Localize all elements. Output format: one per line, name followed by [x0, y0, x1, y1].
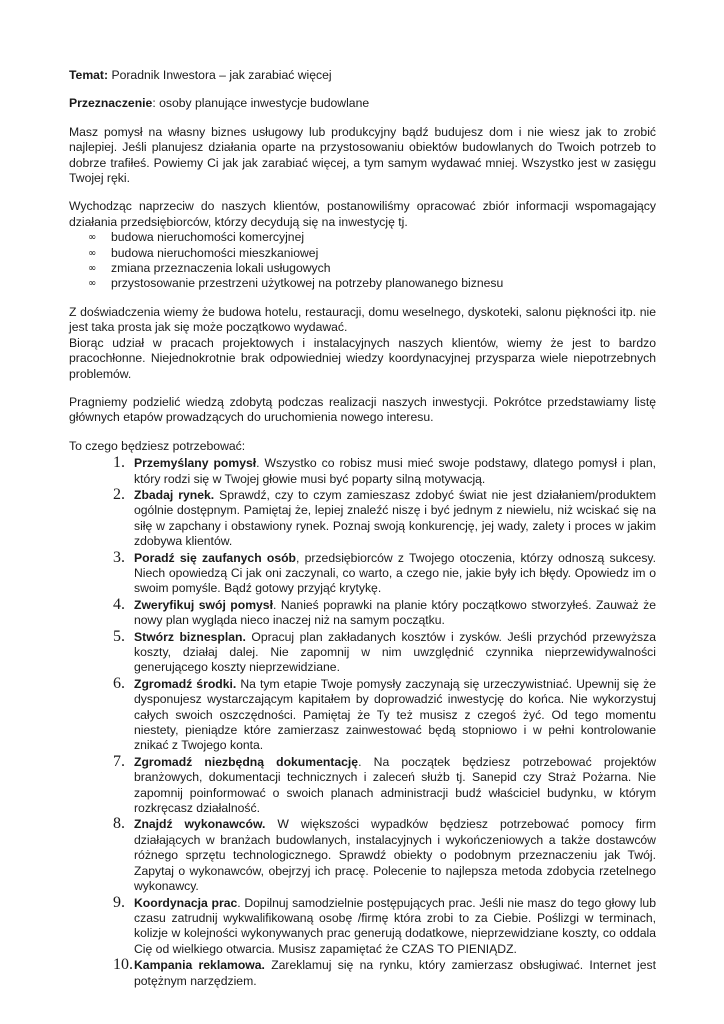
step-text: . Nanieś poprawki na planie który początkowo stworzyłeś. Zauważ że nowy plan wygląda nieco inaczej niż na samym początku.: [134, 597, 656, 628]
step-text: Sprawdź, czy to czym zamieszasz zdobyć świat nie jest działaniem/produktem ogólnie dostępnym. Pamiętaj że, lepiej znaleźć niszę i być jednym z niewielu, niż wciskać się na siłę w zapchany i obstawiony rynek. Poznaj swoją konkurencję, jej wady, zalety i proces w jakim zdobywa klientów.: [134, 487, 656, 549]
experience-paragraph-1: Z doświadczenia wiemy że budowa hotelu, restauracji, domu weselnego, dyskoteki, salonu piękności itp. nie jest taka prosta jak się może początkowo wydawać.: [69, 304, 656, 335]
infinity-bullet-icon: ∞: [88, 247, 97, 259]
experience-paragraph-2: Biorąc udział w pracach projektowych i instalacyjnych naszych klientów, wiemy że jest to bardzo pracochłonne. Niejednokrotnie brak odpowiedniej wiedzy koordynacyjnej przysparza wiele niepotrzebnych problemów.: [69, 335, 656, 381]
steps-list: [69, 456, 656, 989]
need-heading: To czego będziesz potrzebować:: [69, 438, 246, 453]
step-number: 2.: [113, 485, 125, 503]
list-item: [113, 456, 656, 487]
list-item: [113, 958, 656, 989]
step-number: 3.: [113, 548, 125, 566]
list-item: [113, 548, 657, 597]
list-item: [113, 595, 656, 629]
topic-line: [69, 68, 656, 83]
list-item: [113, 817, 656, 894]
step-number: 1.: [113, 454, 125, 472]
step-text: , przedsiębiorców z Twojego otoczenia, którzy odnoszą sukcesy. Niech opowiedzą Ci jak oni zaczynali, co warto, a czego nie, jakie były ich błędy. Opowiedz im o swoim pomyśle. Bądź gotowy przyjąć krytykę.: [134, 550, 657, 596]
list-item: ∞ przystosowanie przestrzeni użytkowej na potrzeby planowanego biznesu: [88, 276, 504, 291]
purpose-value: : osoby planujące inwestycje budowlane: [152, 96, 370, 111]
step-number: 5.: [113, 627, 125, 645]
step-number: 4.: [113, 595, 125, 613]
list-item: ∞ budowa nieruchomości komercyjnej: [88, 230, 305, 245]
infinity-bullet-icon: ∞: [88, 263, 97, 275]
step-title: Zweryfikuj swój pomysł: [134, 597, 273, 612]
list-item: ∞ zmiana przeznaczenia lokali usługowych: [88, 261, 331, 276]
step-title: Kampania reklamowa.: [134, 958, 265, 973]
step-title: Poradź się zaufanych osób: [134, 550, 296, 565]
step-title: Zbadaj rynek.: [134, 487, 215, 502]
step-number: 9.: [113, 893, 125, 911]
share-paragraph: Pragniemy podzielić wiedzą zdobytą podczas realizacji naszych inwestycji. Pokrótce przedstawiamy listę głównych etapów prowadzących do uruchomienia nowego interesu.: [69, 394, 656, 425]
list-item: [113, 893, 656, 958]
step-number: 10.: [113, 956, 133, 974]
infinity-bullet-icon: ∞: [88, 232, 97, 244]
list-item: [113, 485, 656, 550]
step-title: Stwórz biznesplan.: [134, 629, 246, 644]
list-item: [113, 674, 657, 754]
approach-paragraph: Wychodząc naprzeciw do naszych klientów, postanowiliśmy opracować zbiór informacji wspomagający działania przedsiębiorców, którzy decydują się na inwestycję tj.: [69, 199, 656, 229]
investment-types-list: [69, 230, 656, 292]
list-item: ∞ budowa nieruchomości mieszkaniowej: [88, 245, 319, 260]
purpose-label: Przeznaczenie: [69, 96, 153, 111]
step-title: Przemyślany pomysł: [134, 456, 257, 471]
step-number: 7.: [113, 752, 125, 770]
step-number: 6.: [113, 674, 125, 692]
purpose-line: [69, 96, 656, 111]
list-item: [113, 627, 657, 676]
step-text: W większości wypadków będziesz potrzebować pomocy firm działających w branżach budowlanych, instalacyjnych i wykończeniowych a także dostawców różnego sprzętu technologicznego. Sprawdź obiekty o podobnym przeznaczeniu jak Twój. Zapytaj o wykonawców, obejrzyj ich pracę. Polecenie to najlepsza metoda zdobycia rzetelnego wykonawcy.: [134, 817, 656, 894]
infinity-bullet-icon: ∞: [88, 278, 97, 290]
step-text: . Na początek będziesz potrzebować projektów branżowych, dokumentacji technicznych i zaleceń służb tj. Sanepid czy Straż Pożarna. Nie zapomnij poinformować o swoich planach administracji budź właściciel budynku, w którym rozkręcasz działalność.: [134, 754, 656, 816]
step-text: Na tym etapie Twoje pomysły zaczynają się urzeczywistniać. Upewnij się że dysponujesz wystarczającym kapitałem by doprowadzić inwestycję do końca. Nie wykorzystuj całych swoich oszczędności. Pamiętaj że Ty też musisz z czegoś żyć. Od tego momentu niestety, pieniądze które zamierzasz zainwestować będą stopniowo i w pełni kontrolowanie znikać z Twojego konta.: [134, 676, 657, 753]
topic-value: Poradnik Inwestora – jak zarabiać więcej: [108, 68, 332, 82]
step-text: Zareklamuj się na rynku, który zamierzasz obsługiwać. Internet jest potężnym narzędziem.: [134, 958, 656, 988]
step-number: 8.: [113, 815, 125, 833]
step-text: . Wszystko co robisz musi mieć swoje podstawy, dlatego pomysł i plan, który rodzi się w Twojej głowie musi być poparty silną motywacją.: [134, 456, 657, 486]
list-item: [113, 752, 656, 817]
step-title: Koordynacja prac: [134, 895, 238, 910]
intro-paragraph: Masz pomysł na własny biznes usługowy lub produkcyjny bądź budujesz dom i nie wiesz jak to zrobić najlepiej. Jeśli planujesz działania oparte na przystosowaniu obiektów budowlanych do Twoich potrzeb to dobrze trafiłeś. Powiemy Ci jak jak zarabiać więcej, a tym samym wydawać mniej. Wszystko jest w zasięgu Twojej ręki.: [69, 124, 656, 186]
step-title: Znajdź wykonawców.: [134, 817, 266, 832]
step-text: Opracuj plan zakładanych kosztów i zysków. Jeśli przychód przewyższa koszty, działaj dalej. Nie zapomnij w nim uwzględnić czynnika nieprzewidywalności generującego koszty nieprzewidziane.: [134, 629, 657, 675]
step-title: Zgromadź niezbędną dokumentację: [134, 754, 359, 769]
step-text: . Dopilnuj samodzielnie postępujących prac. Jeśli nie masz do tego głowy lub czasu zatrudnij wykwalifikowaną osobę /firmę która zrobi to za Ciebie. Poślizgi w terminach, kolizje w kolejności wykonywanych prac generują dodatkowe, nieprzewidziane koszty, co oddala Cię od wielkiego otwarcia. Musisz zapamiętać że CZAS TO PIENIĄDZ.: [134, 895, 656, 956]
step-title: Zgromadź środki.: [134, 676, 237, 691]
topic-label: Temat:: [69, 68, 109, 82]
